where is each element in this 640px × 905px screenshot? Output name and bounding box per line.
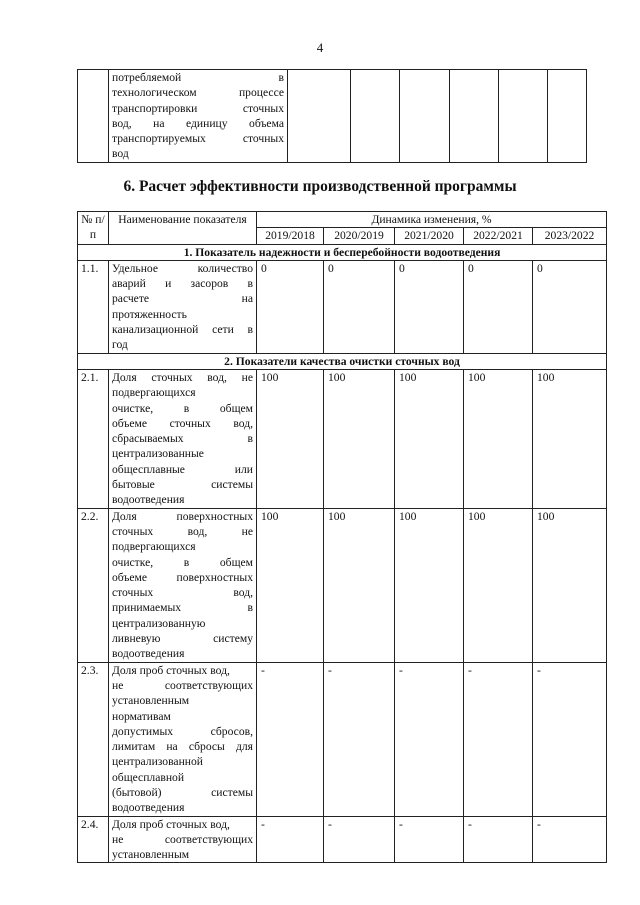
text-line: Удельное количество	[112, 261, 253, 275]
row-value: -	[324, 662, 395, 816]
text-line: объеме поверхностных	[112, 570, 253, 584]
text-line: общесплавные или	[112, 462, 253, 476]
text-line: водоотведения	[112, 493, 185, 507]
text-line: (бытовой) системы	[112, 785, 253, 799]
header-year: 2022/2021	[464, 228, 533, 244]
text-line: Доля сточных вод, не	[112, 370, 253, 384]
row-value: 100	[464, 508, 533, 662]
header-num: № п/п	[78, 212, 109, 245]
row-value: 100	[533, 369, 607, 508]
row-value: 100	[257, 508, 324, 662]
fragment-value-cell	[351, 70, 400, 163]
row-value: 0	[464, 260, 533, 353]
row-value: -	[464, 816, 533, 863]
section-title: 6. Расчет эффективности производственной программы	[123, 178, 517, 195]
row-value: -	[395, 816, 464, 863]
row-value: -	[533, 816, 607, 863]
row-value: 0	[395, 260, 464, 353]
fragment-value-cell	[499, 70, 548, 163]
text-line: очистке, в общем	[112, 401, 253, 415]
row-name	[109, 816, 257, 863]
row-value: -	[395, 662, 464, 816]
table-row	[78, 508, 607, 662]
text-line: очистке, в общем	[112, 555, 253, 569]
text-line: принимаемых в	[112, 601, 253, 615]
row-value: 100	[464, 369, 533, 508]
row-value: 100	[324, 508, 395, 662]
text-line: водоотведения	[112, 801, 185, 815]
text-line: объеме сточных вод,	[112, 416, 253, 430]
row-num: 2.2.	[78, 508, 109, 662]
text-line: централизованной	[112, 755, 203, 769]
text-line: водоотведения	[112, 647, 185, 661]
text-line: Доля поверхностных	[112, 509, 253, 523]
table-row	[78, 662, 607, 816]
text-line: аварий и засоров в	[112, 277, 253, 291]
text-line: расчете на	[112, 292, 253, 306]
header-year: 2020/2019	[324, 228, 395, 244]
text-line: лимитам на сбросы для	[112, 740, 253, 754]
header-year: 2021/2020	[395, 228, 464, 244]
text-line: бытовые системы	[112, 478, 253, 492]
section-header-row	[78, 353, 607, 369]
row-num: 2.3.	[78, 662, 109, 816]
row-name	[109, 369, 257, 508]
row-value: 100	[395, 508, 464, 662]
fragment-value-cell	[450, 70, 499, 163]
text-line: год	[112, 338, 128, 352]
text-line: потребляемой в	[112, 71, 284, 84]
efficiency-table	[77, 211, 607, 863]
text-line: подвергающихся	[112, 540, 196, 554]
row-value: -	[464, 662, 533, 816]
section-header-row	[78, 244, 607, 260]
fragment-value-cell	[400, 70, 450, 163]
text-line: нормативам	[112, 709, 171, 723]
text-line: подвергающихся	[112, 386, 196, 400]
text-line: вод	[112, 147, 129, 161]
table-row	[78, 816, 607, 863]
row-num: 1.1.	[78, 260, 109, 353]
fragment-value-cell	[548, 70, 587, 163]
fragment-value-cell	[288, 70, 351, 163]
text-line: транспортируемых сточных	[112, 132, 284, 146]
header-name: Наименование показателя	[109, 212, 257, 245]
text-line: сбрасываемых в	[112, 432, 253, 446]
text-line: установленным	[112, 848, 190, 862]
text-line: Доля проб сточных вод,	[112, 817, 230, 831]
text-line: допустимых сбросов,	[112, 724, 253, 738]
row-value: 100	[395, 369, 464, 508]
table-row	[78, 260, 607, 353]
header-dynamics: Динамика изменения, %	[257, 212, 607, 228]
row-value: -	[257, 662, 324, 816]
text-line: сточных вод, не	[112, 524, 253, 538]
text-line: канализационной сети в	[112, 323, 253, 337]
row-value: 100	[257, 369, 324, 508]
fragment-num-cell	[78, 70, 109, 163]
header-year: 2023/2022	[533, 228, 607, 244]
row-value: 0	[324, 260, 395, 353]
text-line: установленным	[112, 694, 190, 708]
section-header: 2. Показатели качества очистки сточных вод	[78, 353, 607, 369]
row-name	[109, 260, 257, 353]
text-line: централизованную	[112, 616, 206, 630]
text-line: общесплавной	[112, 770, 185, 784]
row-name	[109, 662, 257, 816]
row-num: 2.1.	[78, 369, 109, 508]
table-header-row	[78, 212, 607, 228]
text-line: транспортировки сточных	[112, 101, 284, 115]
text-line: протяженность	[112, 307, 187, 321]
text-line: сточных вод,	[112, 586, 253, 600]
table-row	[78, 369, 607, 508]
section-header: 1. Показатель надежности и бесперебойности водоотведения	[78, 244, 607, 260]
row-value: -	[533, 662, 607, 816]
fragment-name-cell	[109, 70, 288, 163]
text-line: ливневую систему	[112, 632, 253, 646]
row-value: -	[324, 816, 395, 863]
text-line: не соответствующих	[112, 832, 253, 846]
text-line: Доля проб сточных вод,	[112, 663, 230, 677]
page-number: 4	[316, 40, 324, 55]
header-year: 2019/2018	[257, 228, 324, 244]
row-num: 2.4.	[78, 816, 109, 863]
continued-table-fragment	[77, 69, 587, 163]
row-value: 100	[324, 369, 395, 508]
row-name	[109, 508, 257, 662]
text-line: не соответствующих	[112, 678, 253, 692]
text-line: вод, на единицу объема	[112, 116, 284, 130]
row-value: -	[257, 816, 324, 863]
row-value: 100	[533, 508, 607, 662]
row-value: 0	[533, 260, 607, 353]
text-line: технологическом процессе	[112, 86, 284, 100]
text-line: централизованные	[112, 447, 204, 461]
row-value: 0	[257, 260, 324, 353]
